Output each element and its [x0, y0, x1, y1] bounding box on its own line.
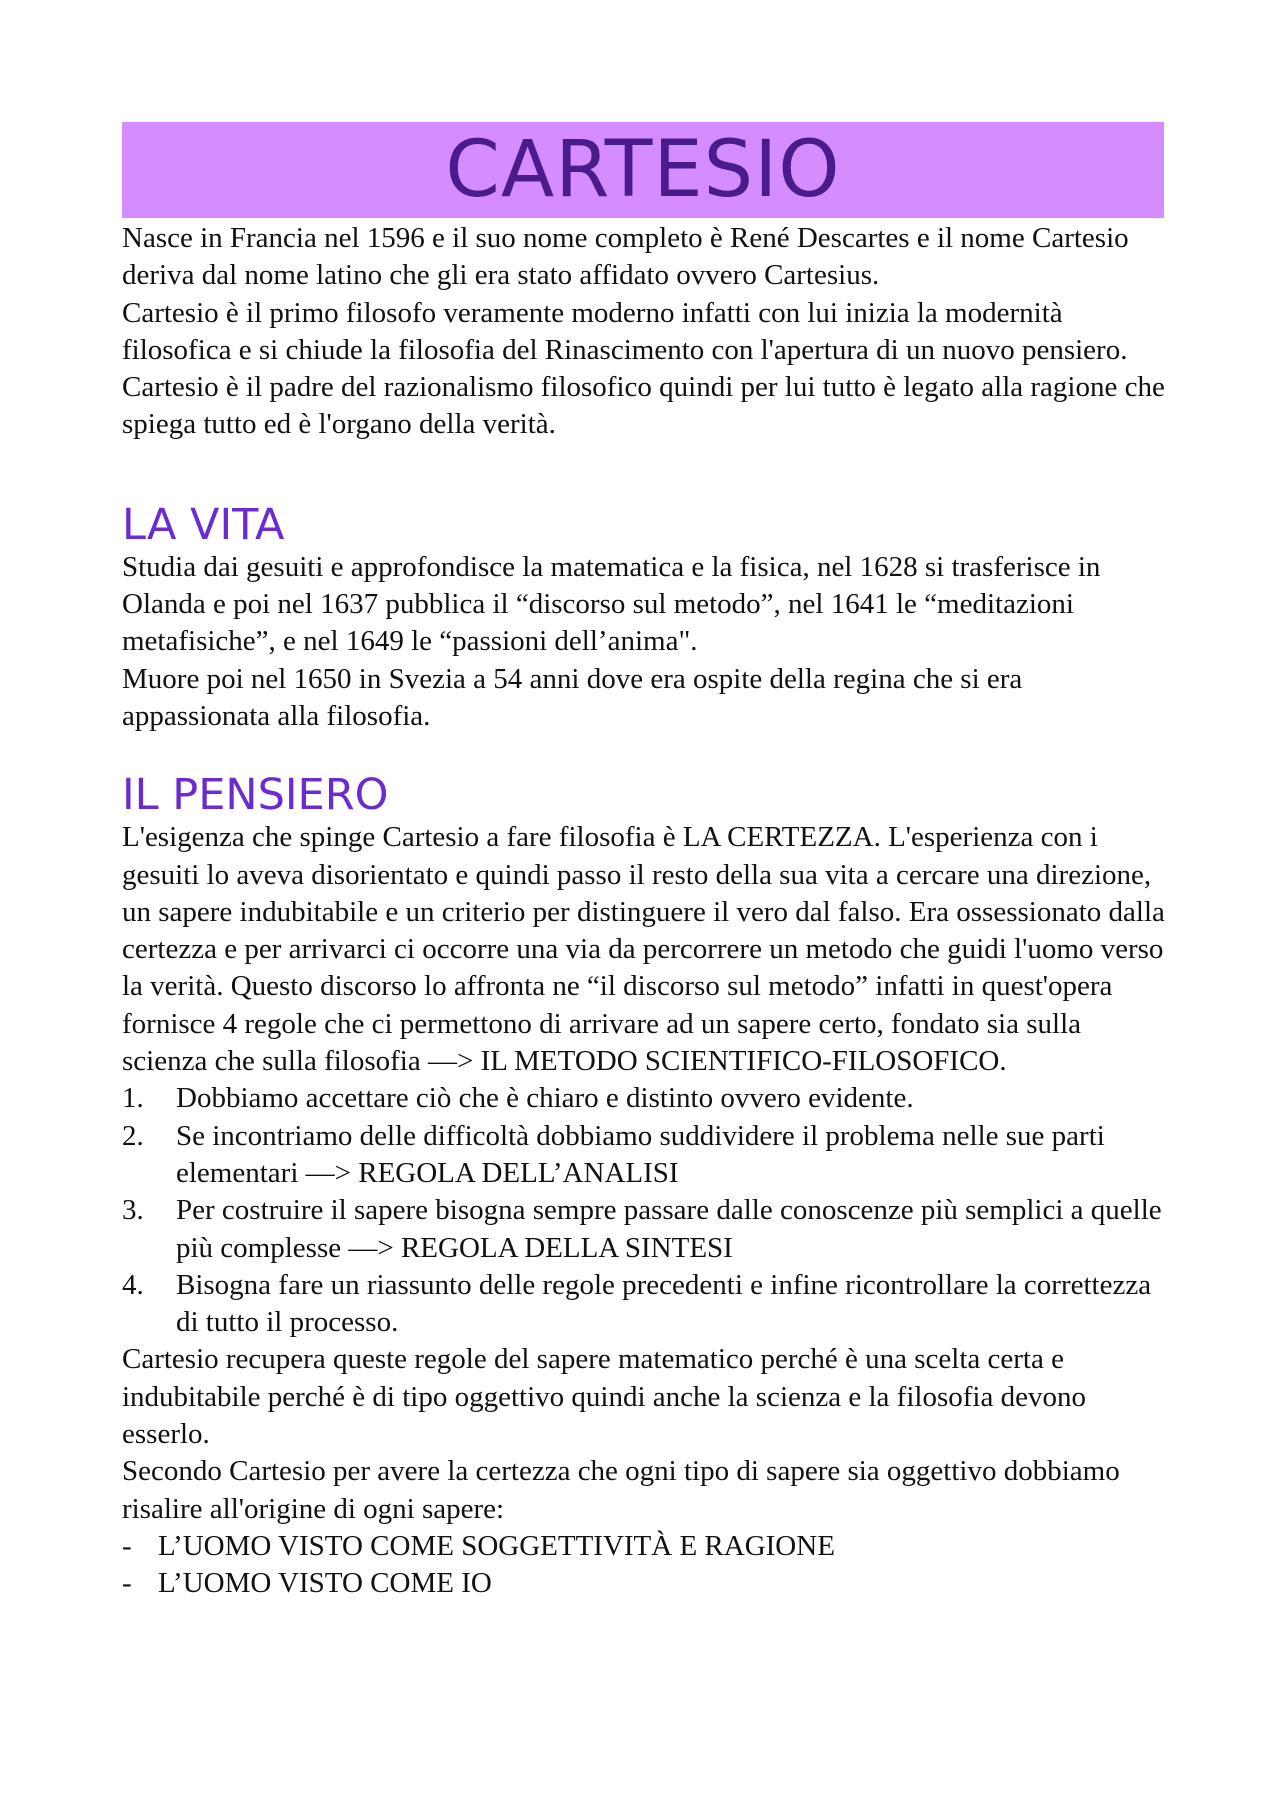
pensiero-paragraph: L'esigenza che spinge Cartesio a fare filosofia è LA CERTEZZA. L'esperienza con i gesuiti lo aveva disorientato e quindi passo il resto della sua vita a cercare una direzione, un sapere indubitabile e un criterio per distinguere il vero dal falso. Era ossessionato dalla certezza e per arrivarci ci occorre una via da percorrere un metodo che guidi l'uomo verso la verità. Questo discorso lo affronta ne “il discorso sul metodo” infatti in quest'opera fornisce 4 regole che ci permettono di arrivare ad un sapere certo, fondato sia sulla scienza che sulla filosofia —> IL METODO SCIENTIFICO-FILOSOFICO. [122, 821, 1165, 1078]
dash-bullet: - [122, 1529, 132, 1562]
list-item [122, 1080, 1172, 1117]
list-number: 3. [122, 1194, 144, 1227]
document-body [122, 220, 1172, 1603]
list-number: 4. [122, 1268, 144, 1301]
list-item-text: Dobbiamo accettare ciò che è chiaro e distinto ovvero evidente. [176, 1082, 914, 1115]
vita-section [122, 501, 1172, 735]
list-number: 2. [122, 1119, 144, 1152]
intro-paragraph: Cartesio è il primo filosofo veramente moderno infatti con lui inizia la modernità filosofica e si chiude la filosofia del Rinascimento con l'apertura di un nuovo pensiero. [122, 296, 1128, 366]
list-item [122, 1528, 1172, 1565]
list-item-text: L’UOMO VISTO COME SOGGETTIVITÀ E RAGIONE [158, 1529, 835, 1562]
list-item [122, 1267, 1172, 1342]
dash-bullet: - [122, 1567, 132, 1600]
list-item-text: Se incontriamo delle difficoltà dobbiamo suddividere il problema nelle sue parti elementari —> REGOLA DELL’ANALISI [176, 1119, 1105, 1189]
intro-section [122, 220, 1172, 444]
list-number: 1. [122, 1082, 144, 1115]
list-item [122, 1565, 1172, 1602]
pensiero-paragraph: Secondo Cartesio per avere la certezza che ogni tipo di sapere sia oggettivo dobbiamo risalire all'origine di ogni sapere: [122, 1455, 1120, 1525]
vita-paragraph: Muore poi nel 1650 in Svezia a 54 anni dove era ospite della regina che si era appassionata alla filosofia. [122, 662, 1023, 732]
list-item [122, 1118, 1172, 1193]
dash-list [122, 1528, 1172, 1603]
list-item-text: Per costruire il sapere bisogna sempre passare dalle conoscenze più semplici a quelle più complesse —> REGOLA DELLA SINTESI [176, 1194, 1162, 1264]
intro-paragraph: Cartesio è il padre del razionalismo filosofico quindi per lui tutto è legato alla ragione che spiega tutto ed è l'organo della verità. [122, 371, 1165, 441]
section-heading-vita: LA VITA [122, 499, 285, 550]
title-band [122, 122, 1164, 218]
section-heading-pensiero: IL PENSIERO [122, 770, 389, 821]
list-item-text: Bisogna fare un riassunto delle regole precedenti e infine ricontrollare la correttezza di tutto il processo. [176, 1268, 1152, 1339]
rules-list [122, 1080, 1172, 1341]
pensiero-paragraph: Cartesio recupera queste regole del sapere matematico perché è una scelta certa e indubitabile perché è di tipo oggettivo quindi anche la scienza e la filosofia devono esserlo. [122, 1343, 1086, 1451]
list-item [122, 1192, 1172, 1267]
list-item-text: L’UOMO VISTO COME IO [158, 1567, 492, 1600]
vita-paragraph: Studia dai gesuiti e approfondisce la matematica e la fisica, nel 1628 si trasferisce in Olanda e poi nel 1637 pubblica il “discorso sul metodo”, nel 1641 le “meditazioni metafisiche”, e nel 1649 le “passioni dell’anima". [122, 550, 1101, 658]
page-title: CARTESIO [445, 125, 841, 215]
intro-paragraph: Nasce in Francia nel 1596 e il suo nome completo è René Descartes e il nome Cartesio deriva dal nome latino che gli era stato affidato ovvero Cartesius. [122, 222, 1129, 292]
pensiero-section [122, 771, 1172, 1602]
